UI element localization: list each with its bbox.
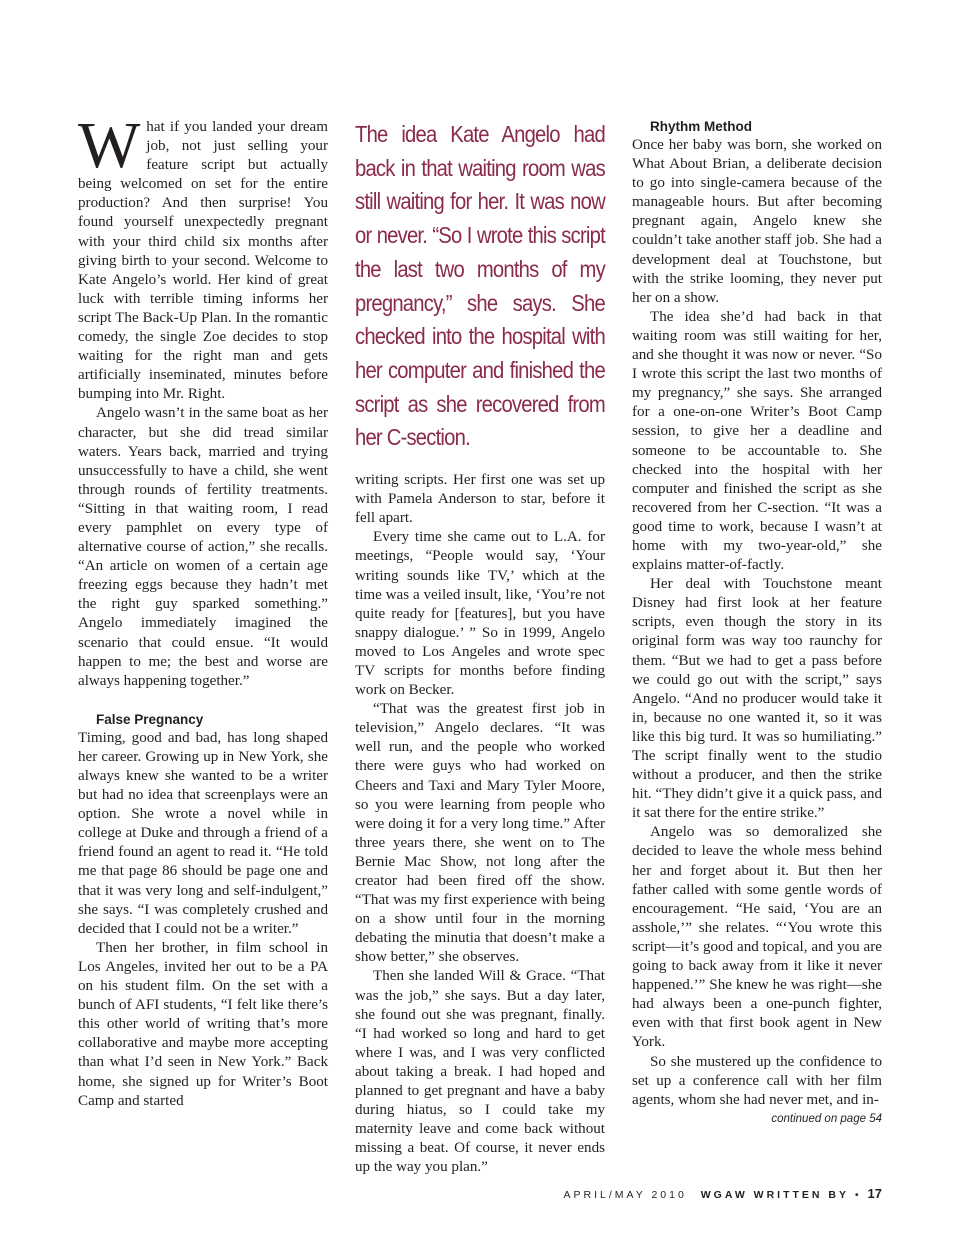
bullet-separator: •: [854, 1189, 862, 1201]
paragraph: So she mustered up the confidence to set up a conference call with her film agents, whom she had never met, and in-: [632, 1053, 882, 1108]
paragraph: Timing, good and bad, has long shaped her career. Growing up in New York, she always knew she wanted to be a writer but had no idea that screenplays were an option. She wrote a novel while in college at Duke and through a friend of a friend found an agent to read it. “He told me that page 86 should be page one and that it was very long and self-indulgent,” she says. “I was completely crushed and decided that I could not be a writer.”: [78, 729, 328, 937]
paragraph: Angelo wasn’t in the same boat as her character, but she did tread similar waters. Years back, married and trying unsuccessfully to have a child, she went through rounds of fertility treatments. “Sitting in that waiting room, I read every pamphlet on every type of alternative course of action,” she recalls. “An article on women of a certain age freezing eggs because they hadn’t met the right guy sparked something.” Angelo immediately imagined the scenario that could ensue. “It would happen to me; the best and worse are always happening together.”: [78, 405, 328, 689]
paragraph: “That was the greatest first job in television,” Angelo declares. “It was well run, and the people who worked there were guys who had worked on Cheers and Taxi and Mary Tyler Moore, so you were learning from people who were doing it for a very long time.” After three years there, she went on to The Bernie Mac Show, not long after the creator had been fired off the show. “That was my first experience with being on a show until four in the morning debating the minutia that doesn’t make a show better,” she observes.: [355, 701, 605, 966]
paragraph: Once her baby was born, she worked on What About Brian, a deliberate decision to go into single-camera because of the manageable hours. But after becoming pregnant again, Angelo knew she couldn’t take another staff job. She had a development deal at Touchstone, but with the strike looming, they never put her on a show.: [632, 137, 882, 306]
section-heading-rhythm-method: Rhythm Method: [650, 119, 752, 134]
pull-quote: The idea Kate Angelo had back in that waiting room was still waiting for her. It was now or never. “So I wrote this script the last two months of my pregnancy,” she says. She checked into the hospital with her computer and finished the script as she recovered from her C-section.: [355, 121, 605, 451]
opening-paragraph: [78, 109, 328, 404]
publication-name: WGAW WRITTEN BY: [700, 1189, 849, 1201]
opening-text: hat if you landed your dream job, not just selling your feature script but actually being welcomed on set for the entire production? And then surprise! You found yourself unexpectedly pregnant with your third child six months after giving birth to your second. Welcome to Kate Angelo’s world. Her kind of great luck with terrible timing informs her script The Back-Up Plan. In the romantic comedy, the single Zoe decides to stop waiting for the right man and gets artificially inseminated, minutes before bumping into Mr. Right.: [78, 119, 328, 403]
page-number: 17: [867, 1186, 882, 1201]
paragraph: Then she landed Will & Grace. “That was the job,” she says. But a day later, she found out she was pregnant, finally. “I had worked so long and hard to get where I was, and I was very conflicted about taking a break. I had hoped and planned to get pregnant and have a baby during hiatus, so I could take my maternity leave and come back without missing a beat. Of course, it never ends up the way you plan.”: [355, 968, 605, 1176]
paragraph: The idea she’d had back in that waiting room was still waiting for her, and she thought it was now or never. “So I wrote this script the last two months of my pregnancy,” she says. She arranged for a one-on-one Writer’s Boot Camp session, to give her a deadline and someone to be accountable to. She checked into the hospital with her computer and finished the script as she recovered from her C-section. “It was a good time to work, because I wasn’t at home with my two-year-old,” she explains matter-of-factly.: [632, 308, 882, 574]
paragraph: Angelo was so demoralized she decided to leave the whole mess behind her and forget about it. But then her father called with some gentle words of encouragement. “He said, ‘You are an asshole,’” she relates. “‘You wrote this script—it’s good and topical, and you are going to back away from it like it never happened.’” She knew he was right—she had always been a one-punch fighter, even with that first book agent in New York.: [632, 824, 882, 1051]
page-footer: [564, 1186, 883, 1201]
paragraph: Her deal with Touchstone meant Disney had first look at her feature scripts, even though the story in its original form was way too raunchy for them. “But we had to get a pass before we could go out with the script,” says Angelo. “And no producer would take it in, because no one wanted it, so it was like this big turd. It was so humiliating.” The script finally went to the studio without a producer, and then the strike hit. “They didn’t give it a quick pass, and it sat there for the entire strike.”: [632, 576, 882, 822]
issue-date: APRIL/MAY 2010: [563, 1189, 687, 1201]
continued-note: continued on page 54: [771, 1112, 882, 1125]
paragraph: Then her brother, in film school in Los Angeles, invited her out to be a PA on his student film. On the set with a bunch of AFI students, “I felt like there’s this other world of writing that’s more collaborative and maybe more accepting than what I’d seen in New York.” Back home, she signed up for Writer’s Boot Camp and started: [78, 939, 328, 1109]
section-heading-false-pregnancy: False Pregnancy: [96, 711, 204, 727]
paragraph: writing scripts. Her first one was set up with Pamela Anderson to star, before it fell apart.: [355, 472, 605, 527]
column-right: [632, 118, 882, 1129]
column-left: [78, 109, 328, 1111]
paragraph: Every time she came out to L.A. for meetings, “People would say, ‘Your writing sounds like TV,’ which at the time was a veiled insult, like, ‘You’re not quite ready for [features], but you have snappy dialogue.’ ” So in 1999, Angelo moved to Los Angeles and wrote spec TV scripts for months before finding work on Becker.: [355, 529, 605, 699]
column-middle: [355, 118, 605, 1178]
drop-cap: W: [78, 109, 141, 182]
